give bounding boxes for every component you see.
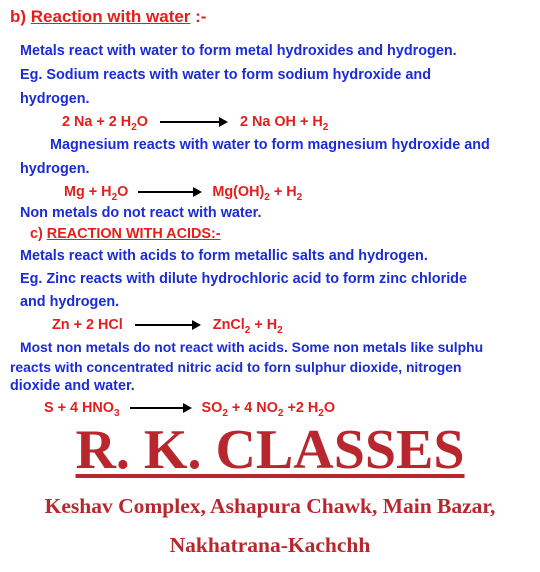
- text-line: and hydrogen.: [20, 294, 120, 310]
- brand-address-line1: Keshav Complex, Ashapura Chawk, Main Bazar,: [44, 494, 496, 518]
- text-line: dioxide and water.: [10, 378, 135, 394]
- brand-address-line2: Nakhatrana-Kachchh: [169, 533, 371, 557]
- text-line: Most non metals do not react with acids. Some non metals like sulphu: [20, 339, 484, 355]
- text-line: Metals react with water to form metal hydroxides and hydrogen.: [20, 43, 457, 59]
- section-b-heading: b) Reaction with water :-: [10, 7, 207, 26]
- text-line: reacts with concentrated nitric acid to forn sulphur dioxide, nitrogen: [10, 359, 462, 375]
- text-line: Eg. Sodium reacts with water to form sodium hydroxide and: [20, 67, 431, 83]
- text-line: Eg. Zinc reacts with dilute hydrochloric acid to form zinc chloride: [20, 271, 467, 287]
- text-line: Magnesium reacts with water to form magnesium hydroxide and: [50, 137, 490, 153]
- reaction-arrow-icon: [138, 187, 202, 197]
- text-line: hydrogen.: [20, 91, 90, 107]
- reaction-arrow-icon: [130, 403, 192, 413]
- section-c-title: REACTION WITH ACIDS:-: [46, 226, 221, 242]
- brand-title: R. K. CLASSES: [75, 419, 465, 481]
- section-b-title: Reaction with water: [30, 7, 191, 26]
- equation-sodium: 2 Na + 2 $H_2O$ 2 Na OH + $H_2$: [62, 114, 329, 133]
- text-line: Metals react with acids to form metallic salts and hydrogen.: [20, 248, 428, 264]
- text-line: Non metals do not react with water.: [20, 205, 262, 221]
- text-line: hydrogen.: [20, 161, 90, 177]
- equation-zinc: Zn + 2 HCl ZnCl$_2$ + $H_2$: [52, 317, 283, 336]
- reaction-arrow-icon: [135, 320, 201, 330]
- equation-sulphur: S + 4 $HNO_3$ $SO_2 + 4$ $NO_2 +2$ $H_2O$: [44, 400, 336, 419]
- section-c-heading: c) REACTION WITH ACIDS:-: [30, 226, 221, 242]
- reaction-arrow-icon: [160, 117, 228, 127]
- equation-magnesium: $Mg + H_2O$ $Mg(OH)_2 + H_2$: [64, 184, 303, 203]
